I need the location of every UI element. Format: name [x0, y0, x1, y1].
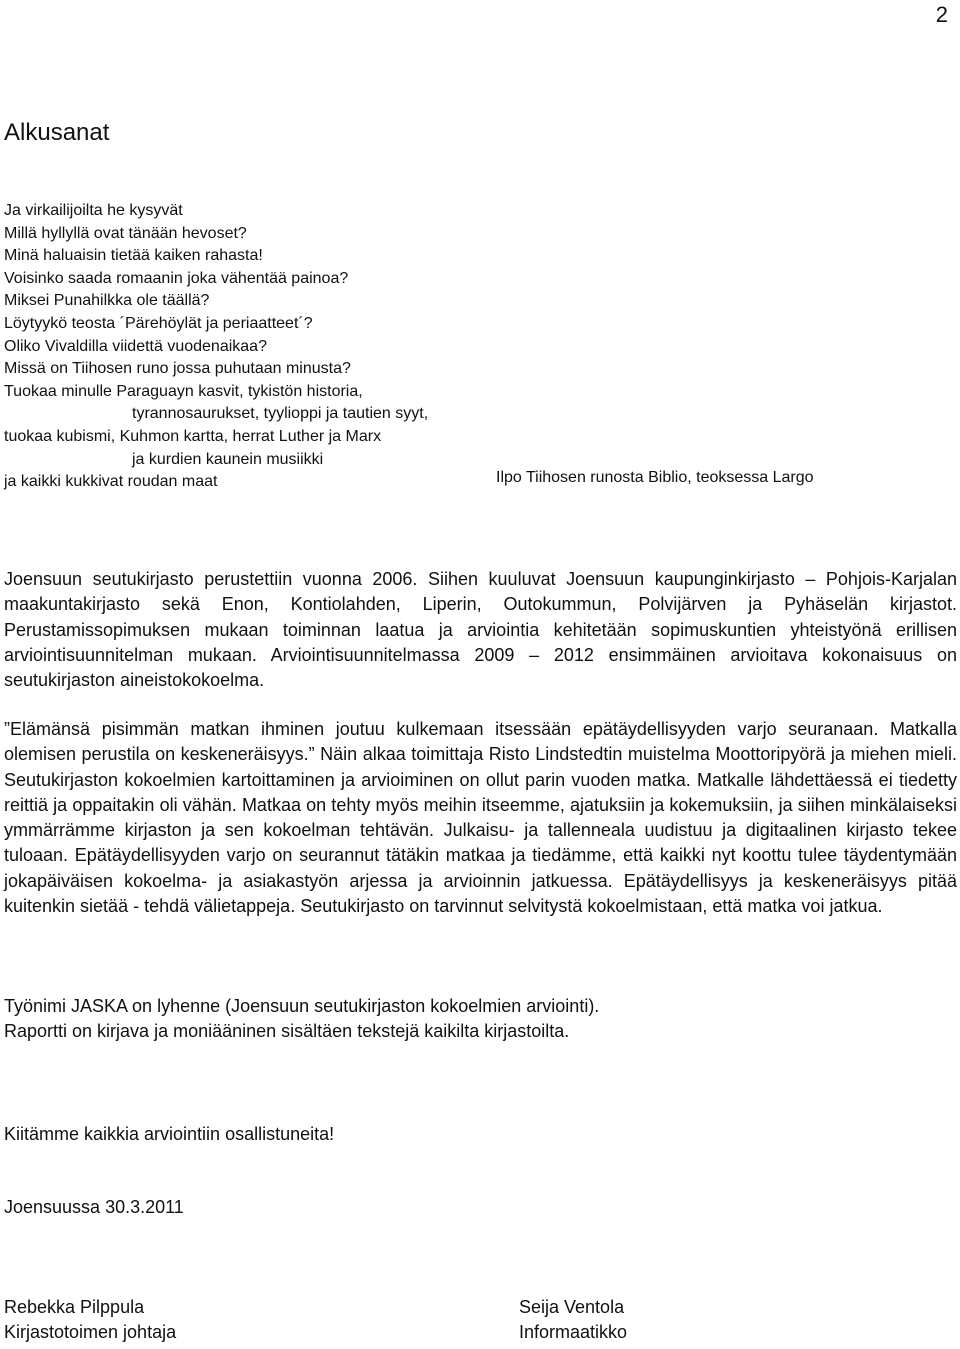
poem-line-indented: ja kurdien kaunein musiikki [132, 450, 324, 468]
poem-attribution: Ilpo Tiihosen runosta Biblio, teoksessa Largo [496, 469, 814, 486]
poem-line: Ja virkailijoilta he kysyvät [4, 202, 183, 219]
poem-quote [4, 200, 564, 494]
paragraph-journey: ”Elämänsä pisimmän matkan ihminen joutuu kulkemaan itsessään epätäydellisyyden varjo seuranaan. Matkalla olemisen perustila on keskeneräisyys.” Näin alkaa toimittaja Risto Lindstedtin muistelma Moottoripyörä ja miehen mieli. Seutukirjaston kokoelmien kartoittaminen ja arvioiminen on ollut parin vuoden matka. Matkalle lähdettäessä ei tiedetty reittiä ja oppaitakin oli vähän. Matkaa on tehty myös meihin itseemme, ajatuksiin ja kokemuksiin, ja siihen minkälaiseksi ymmärrämme kirjaston ja sen kokoelman tehtävän. Julkaisu- ja tallenneala uudistuu ja digitaalinen kirjasto tekee tuloaan. Epätäydellisyyden varjo on seurannut tätäkin matkaa ja tiedämme, että kaikki nyt koottu tulee täydentymään jokapäiväisen kokoelma- ja asiakastyön arjessa ja arvioinnin jatkuessa. Epätäydellisyys ja keskeneräisyys pitää kuitenkin sietää - tehdä välietappeja. Seutukirjasto on tarvinnut selvitystä kokoelmistaan, että matka voi jatkua. [4, 719, 957, 917]
paragraph-line: Työnimi JASKA on lyhenne (Joensuun seutukirjaston kokoelmien arviointi). [4, 996, 600, 1016]
poem-line: Minä haluaisin tietää kaiken rahasta! [4, 247, 263, 265]
signature-block [519, 1295, 627, 1345]
page-number: 2 [935, 2, 948, 27]
paragraph-line: Raportti on kirjava ja moniääninen sisältäen tekstejä kaikilta kirjastoilta. [4, 1021, 570, 1042]
poem-line: Missä on Tiihosen runo jossa puhutaan minusta? [4, 360, 351, 378]
signature-block [4, 1295, 176, 1345]
paragraph-jaska [4, 994, 957, 1045]
page-title: Alkusanat [4, 119, 110, 146]
poem-line: Tuokaa minulle Paraguayn kasvit, tykistön historia, [4, 382, 363, 400]
poem-line: Millä hyllyllä ovat tänään hevoset? [4, 224, 247, 242]
poem-line: ja kaikki kukkivat roudan maat [4, 473, 218, 491]
poem-line: Miksei Punahilkka ole täällä? [4, 292, 210, 310]
poem-line-indented: tyrannosaurukset, tyylioppi ja tautien syyt, [132, 405, 429, 423]
signature-name: Seija Ventola [519, 1297, 625, 1317]
signature-name: Rebekka Pilppula [4, 1297, 145, 1317]
poem-line: tuokaa kubismi, Kuhmon kartta, herrat Luther ja Marx [4, 427, 382, 445]
poem-line: Voisinko saada romaanin joka vähentää painoa? [4, 269, 349, 287]
poem-line: Löytyykö teosta ´Pärehöylät ja periaatteet´? [4, 314, 313, 332]
poem-line: Oliko Vivaldilla viidettä vuodenaikaa? [4, 337, 267, 355]
paragraph-intro: Joensuun seutukirjasto perustettiin vuonna 2006. Siihen kuuluvat Joensuun kaupunginkirjasto – Pohjois-Karjalan maakuntakirjasto sekä Enon, Kontiolahden, Liperin, Outokummun, Polvijärven ja Pyhäselän kirjastot. Perustamissopimuksen mukaan toiminnan laatua ja arviointia kehitetään sopimuskuntien yhteistyönä erillisen arviointisuunnitelman mukaan. Arviointisuunnitelmassa 2009 – 2012 ensimmäinen arvioitava kokonaisuus on seutukirjaston aineistokokoelma. [4, 569, 957, 691]
signature-title: Kirjastotoimen johtaja [4, 1322, 177, 1342]
date-line: Joensuussa 30.3.2011 [4, 1197, 184, 1217]
thanks-line: Kiitämme kaikkia arviointiin osallistuneita! [4, 1124, 335, 1144]
signature-title: Informaatikko [519, 1322, 628, 1342]
